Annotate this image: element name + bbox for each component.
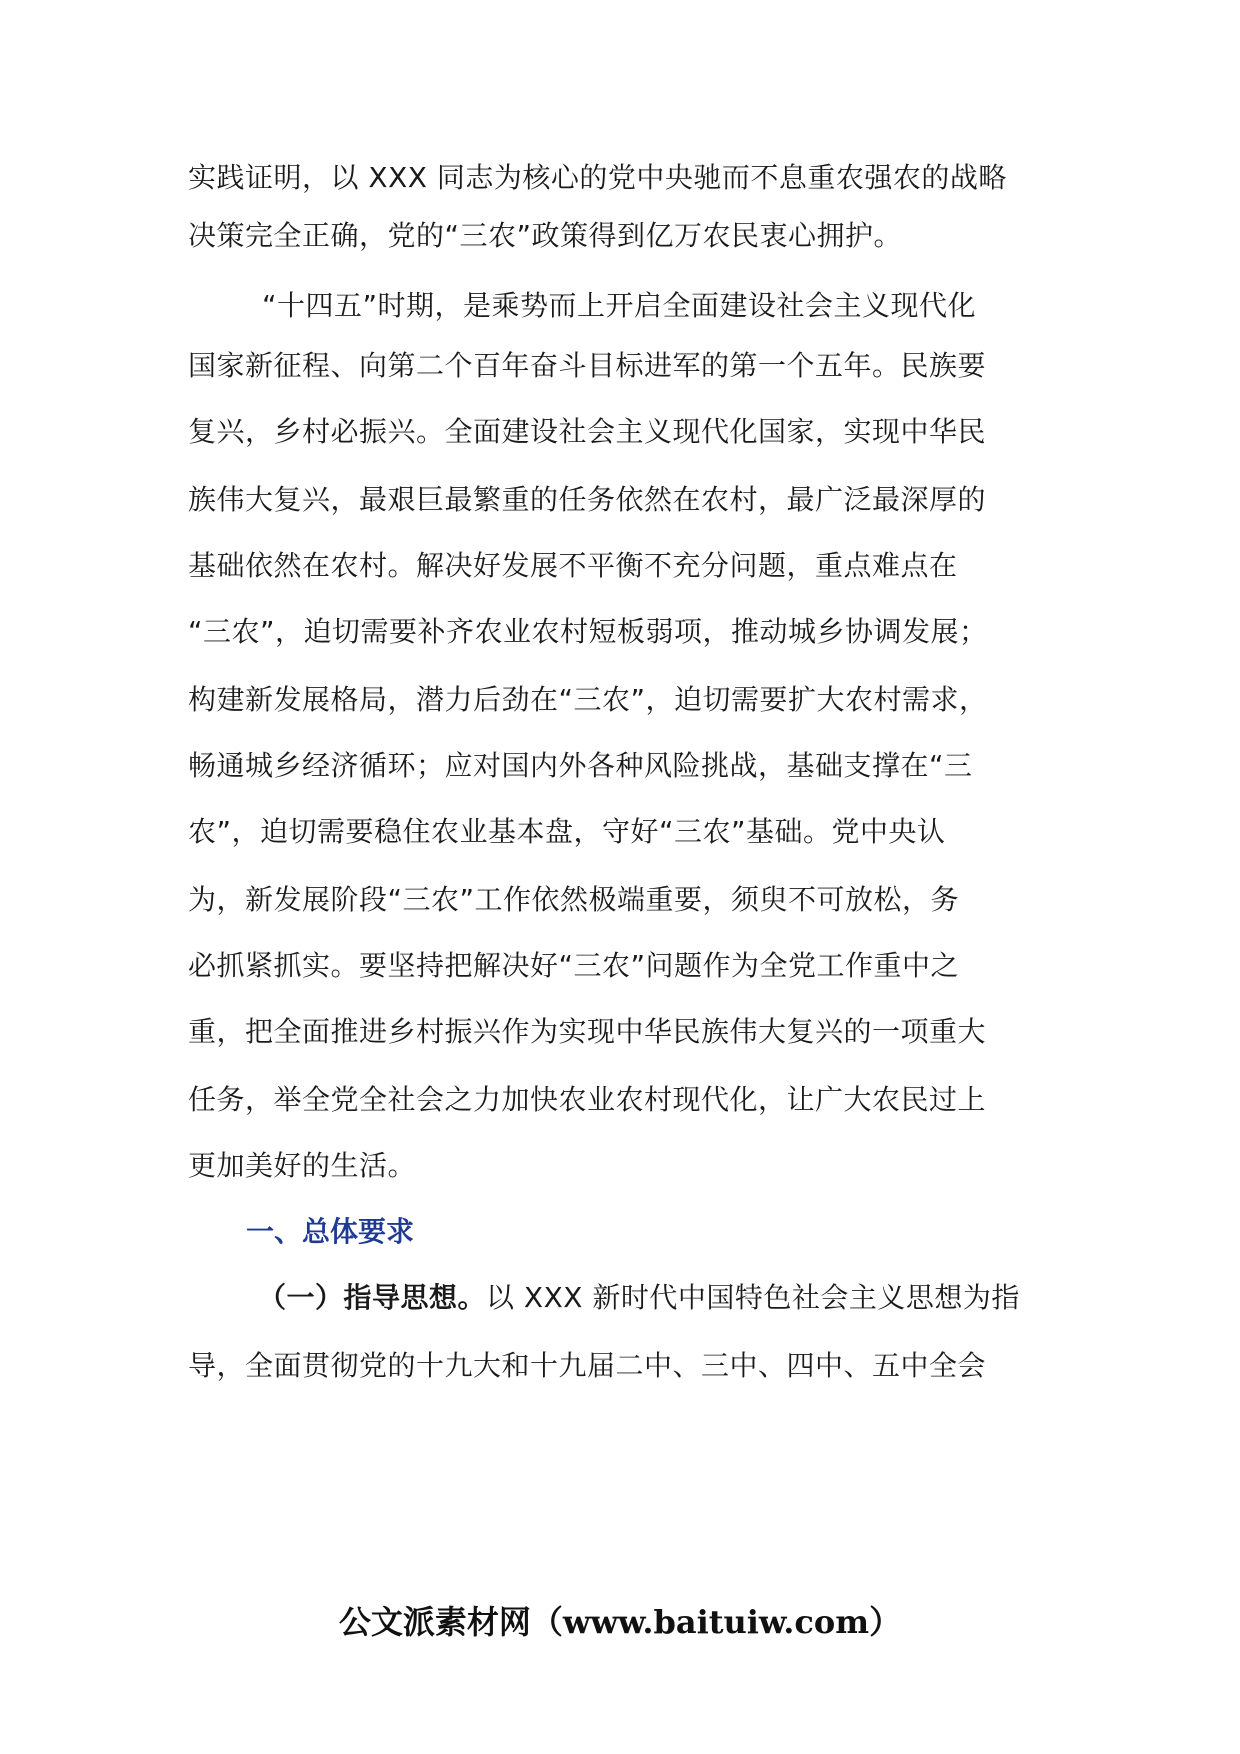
paragraph-line: 为，新发展阶段“三农”工作依然极端重要，须臾不可放松，务 [188,883,960,916]
footer-watermark: 公文派素材网（www.baituiw.com） [338,1603,902,1641]
paragraph-line: 构建新发展格局，潜力后劲在“三农”，迫切需要扩大农村需求， [188,683,988,716]
guideline-label: （一）指导思想。 [258,1281,487,1314]
paragraph-line: “三农”，迫切需要补齐农业农村短板弱项，推动城乡协调发展； [188,615,988,648]
paragraph-line: 国家新征程、向第二个百年奋斗目标进军的第一个五年。民族要 [188,349,987,382]
paragraph-line: 实践证明，以 XXX 同志为核心的党中央驰而不息重农强农的战略 [188,161,1007,194]
paragraph-line: 决策完全正确，党的“三农”政策得到亿万农民衷心拥护。 [188,219,903,252]
guideline-line [258,1278,1068,1318]
guideline-text: 以 XXX 新时代中国特色社会主义思想为指 [486,1281,1020,1314]
paragraph-line: 更加美好的生活。 [188,1149,417,1182]
paragraph-line: 族伟大复兴，最艰巨最繁重的任务依然在农村，最广泛最深厚的 [188,483,987,516]
paragraph-line: 导，全面贯彻党的十九大和十九届二中、三中、四中、五中全会 [188,1349,987,1382]
paragraph-line: 任务，举全党全社会之力加快农业农村现代化，让广大农民过上 [188,1083,987,1116]
paragraph-line: 农”，迫切需要稳住农业基本盘，守好“三农”基础。党中央认 [188,815,946,848]
paragraph-line: 必抓紧抓实。要坚持把解决好“三农”问题作为全党工作重中之 [188,949,960,982]
paragraph-line: 畅通城乡经济循环；应对国内外各种风险挑战，基础支撑在“三 [188,749,973,782]
paragraph-line: 重，把全面推进乡村振兴作为实现中华民族伟大复兴的一项重大 [188,1015,987,1048]
paragraph-line: 复兴，乡村必振兴。全面建设社会主义现代化国家，实现中华民 [188,415,987,448]
section-heading: 一、总体要求 [246,1215,415,1248]
paragraph-line: “十四五”时期，是乘势而上开启全面建设社会主义现代化 [262,289,977,322]
paragraph-line: 基础依然在农村。解决好发展不平衡不充分问题，重点难点在 [188,549,958,582]
